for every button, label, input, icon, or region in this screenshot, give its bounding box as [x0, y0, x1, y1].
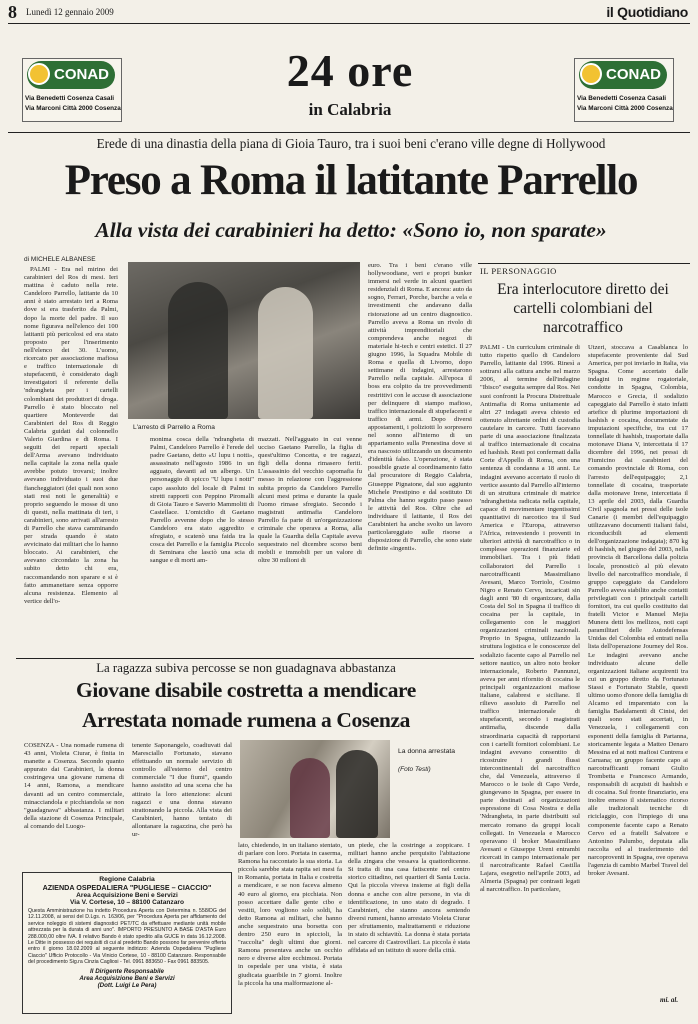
conad-logo: CONAD [27, 61, 115, 89]
second-headline-1: Giovane disabile costretta a mendicare [76, 678, 416, 702]
photo-caption-nomade: La donna arrestata [398, 748, 456, 755]
masthead: il Quotidiano [606, 4, 688, 20]
photo-caption: L'arresto di Parrello a Roma [133, 424, 215, 431]
conad-address-2: Via Marconi Città 2000 Cosenza [577, 105, 673, 112]
main-story-column-1: PALMI - Era nel mirino dei carabinieri del Ros di mesi. Ieri mattina è caduto nella rete. Candeloro Parrello, latitante da 10 anni è stato arrestato ieri a Roma dove si era trasferito da Palmi, dopo la morte del padre. Il suo nome figurava nell'elenco dei 100 latitanti più pericolosi ed era stato proposto per l'inserimento nell'elenco dei 30. L'uomo, ricercato per associazione mafiosa e traffico internazionale di stupefacenti, è considerato dagli investigatori il referente della 'ndrangheta per i cartelli colombiani dei produttori di droga. Parrello è stato bloccato nel quartiere Monteverde dai Carabinieri del Ros di Reggio Calabria guidati dal colonnello Valerio Giardina e di Roma. I seguiti dei reparti speciali dell'Arma avevano individuato nella capitale la zona nella quale avrebbe potuto trovarsi; inoltre avevano individuato i suoi due fiancheggiatori (dei quali non sono stati resi noti le generalità) e proprio seguendo le mosse di uno di questi, nella mattinata di ieri, i carabinieri, sono arrivati all'arresto di Parrello che stava camminando per strada quando è stato avvicinato dai militari che lo hanno bloccato. Ai carabinieri, che avevano circondato la zona ha subito detto chi era, raccomandando non sparare e si è fatto ammanettare senza opporre alcuna resistenza. Elemento al vertice dell'o- [24, 266, 118, 605]
main-subhead: Alla vista dei carabinieri ha detto: «Sono io, non sparate» [95, 218, 607, 242]
section-title: 24 ore [286, 45, 414, 96]
main-story-column-4: euro. Tra i beni c'erano ville hollywoodiane, veri e propri bunker immersi nel verde in alcuni quartieri residenziali di Roma. E ancora: auto da sogno, Ferrari, Porche, barche a vela e investimenti che andavano dalla ristorazione ad un centro diagnostico. Parrello aveva a Roma un rivolo di attività imprenditoriali che comprendeva anche negozi di materiale hi-tech e centri estetici. Il 27 giugno 1996, la Squadra Mobile di Roma e quella di Livorno, dopo settimane di indagini, arrestarono Parrello nella capitale. All'epoca il boss era colpito da tre provvedimenti restrittivi con le accuse di associazione per delinquere di stampo mafioso, traffico internazionale di stupefacenti e traffico di armi. Dopo diversi appostamenti, i poliziotti lo sorpresero nel sonno all'interno di un appartamento sulla Prenestina dove si era nascosto utilizzando un documento d'identità falso. L'operazione, è stata possibile grazie al coordinamento fatto dal procuratore di Reggio Calabria, Giuseppe Pignatone, dal suo aggiunto Michele Prestipino e dal sostituto Di Palma che hanno seguito passo passo le attività del Ros. Oltre che ad individuare il latitante, il Ros dei Carabinieri ha anche svolto un lavoro particolareggiato sulle risorse a disposizione di Parrello, che sono state definite «ingenti». [368, 262, 472, 553]
arrest-photo-nomade [240, 740, 390, 838]
conad-address-2: Via Marconi Città 2000 Cosenza [25, 105, 121, 112]
woman-figure [290, 758, 330, 838]
officer-figure [168, 282, 228, 419]
page-number: 8 [8, 2, 17, 22]
notice-signature-1: Il Dirigente Responsabile [90, 967, 164, 975]
side-rule-top [478, 263, 690, 264]
arrest-photo [128, 262, 360, 419]
notice-line-2: AZIENDA OSPEDALIERA "PUGLIESE – CIACCIO" [42, 883, 212, 892]
notice-signature-2: Area Acquisizione Beni e Servizi [79, 974, 175, 982]
conad-address-1: Via Benedetti Cosenza Casali [25, 95, 115, 102]
second-story-column-4: un piede, che la costringe a zoppicare. I militari hanno anche perquisito l'abitazione della zingara che vessava la quattordicenne. Si tratta di una casa fatiscente nel centro storico cittadino, nei quartieri di Santa Lucia. Qui la piccola viveva insieme ai figli della donna e anche con altre persone, in via di identificazione, in uno stato di degrado. I Carabinieri, che stanno ancora sentendo diversi rumeni, hanno arrestato Violeta Ciurar per sfruttamento, maltrattamenti e riduzione in stato di schiavitù. La donna è stata portata nel carcere di Castrovillari. La piccola è stata affidata ad un istituto di suore della città. [348, 842, 470, 955]
notice-signature-3: (Dott. Luigi Le Pera) [97, 981, 157, 989]
byline: di MICHELE ALBANESE [24, 256, 96, 263]
section-rule [8, 132, 690, 133]
hospital-notice [22, 872, 232, 1014]
second-story-column-3: lato, chiedendo, in un italiano stentato, di parlare con loro. Portata in caserma, Ramona ha raccontato la sua storia. La piccola sarebbe stata rapita sei mesi fa in Romania, portata in Italia e costretta a mendicare, e se non faceva almeno 40 euro al giorno, era picchiata. Non posso accettare dalle gente cibo e vestiti, loro vogliono solo soldi, ha detto Ramona ai militari, che hanno anche sequestrato una borsetta con dentro 250 euro in spiccioli, la "raccolta" degli ultimi due giorni. Ramona presentava anche un occhio nero e diverse altre ecchimosi. Portata in ospedale per una visita, è stata giudicata guaribile in 7 giorni. Inoltre la piccola ha una malformazione al- [238, 842, 342, 987]
photo-credit-nomade: (Foto Testi) [398, 766, 431, 773]
main-kicker: Erede di una dinastia della piana di Gioia Tauro, tra i suoi beni c'erano ville degne di Hollywood [96, 136, 606, 151]
notice-line-3: Area Acquisizione Beni e Servizi [76, 892, 178, 899]
section-subtitle: in Calabria [308, 100, 392, 119]
second-story-column-1: COSENZA - Una nomade rumena di 43 anni, Violeta Ciurar, è finita in manette a Cosenza. Secondo quanto appurato dai Carabinieri, la donna costringeva una giovane rumena di 14 anni, Ramona, a mendicare davanti ad un centro commerciale, minacciandola e picchiandola se non "guadagnava" abbastanza. I militari della stazione di Cosenza Principale, al comando del Luogo- [24, 742, 124, 830]
conad-logo: CONAD [579, 61, 667, 89]
second-story-column-2: tenente Saponangelo, coadiuvati dal Maresciallo Fortunato, stavano effettuando un normale servizio di controllo all'esterno del centro commerciale "I due fiumi", quando hanno assistito ad una scena che ha attirato la loro attenzione: alcuni ragazzi e una donna stavano strattonando la piccola. Alla vista dei Carabinieri, hanno tentato di allontanare la ragazzina, che però ha ur- [132, 742, 232, 839]
side-rubric: IL PERSONAGGIO [480, 266, 557, 276]
side-story-column-2: Utzeri, stoccava a Casablanca lo stupefacente proveniente dal Sud America, per poi inviarlo in Italia, via Spagna. Come accertato dalle indagini in regime rogatoriale, condotte in Spagna, Colombia, Marocco e Grecia, il sodalizio capeggiato dal Parrello è stato infatti artefice di plurime importazioni di hashish e cocaina, documentate da imputazioni specifiche, tra cui 17 tonnellate di hashish, trasportate dalla motonave Diana V, intercettata il 17 dicembre del 1996, nei pressi di Fiumicino dai carabinieri del comando provinciale di Roma, con l'arresto dell'equipaggio; 2,1 tonnellate di cocaina, trasportate dalla motonave Irene, intercettata il 13 aprile del 2003, dalla Guardia Civil spagnola nei pressi delle isole Canarie (i membri dell'equipaggio utilizzavano documenti italiani falsi, riconducibili ad elementi dell'organizzazione indagata); 870 kg di hashish, nel giugno del 2003, nella provincia di Barcellona dalla polizia locale, pronosticò al più elevato livello del narcotraffico mondiale, il gruppo capeggiato da Candeloro Parrello aveva stabilito anche contatti privilegiati con i principali cartelli fornitori, tra cui quello costituito dai fratelli Victor e Manuel Mejia Munera detti los mellizos, noti capi paramilitari delle Autodefensas Unidas del Colombia ed entrati nella lista dell'operazione Journey del Ros. Le indagini avevano anche individuato alcune delle organizzazioni italiane acquirenti tra cui un gruppo diretto da Fortunato Stassi e Fortunato Stabile, questi ultimo uomo d'onore della famiglia di Alcamo ed imparentato con la famiglia Badalamenti di Cinisi, dei quali sono stati accertati, in Venezuela, i collegamenti con esponenti della famiglia di Partanna, storicamente legata a Matteo Denaro Messina ed ai noti mafiosi Cuntrera e Caruana; un gruppo facente capo ai narcotrafficanti romani Giulio Trombetta e Francesco Armando, responsabili di acquisti di hashish e di cocaina. Sul fronte finanziario, era inoltre emerso il sistematico ricorso alle tradizionali tecniche di riciclaggio, con l'impiego di una componente facente capo a Renato Cervo ed a fratelli Salvatore e Antonino Palumbo, deputata alla raccolta ed al trasferimento del narcoproventi in Spagna, ove operava l'agenzia di cambio Marbel Travel del broker Avesani. [588, 344, 688, 878]
second-story-rule [16, 658, 474, 659]
conad-ad-left [22, 58, 122, 122]
conad-ad-right [574, 58, 674, 122]
side-signature: mi. al. [660, 996, 679, 1004]
side-story-column-1: PALMI - Un curriculum criminale di tutto rispetto quello di Candeloro Parrello, latitante dal 1996. Rinesì a sottrarsi alla cattura anche nel marzo 2006, al termine dell'indagine "Ibisco" eseguita sempre dal Ros. Nei suoi confronti la Procura Distrettuale Antimafia di Roma unitamente ad altri 27 indagati aveva chiesto ed ottenuto altrettante ordini di custodia cautelare in carcere. Tutti facevano parte di una associazione finalizzata al traffico internazionale di cocaina ed hashish. Resti poi confermati dalla Corte d'Appello di Roma, con una sentenza di condanna a 18 anni. Le indagini avevano accertato il ruolo di vertice assunto dal Parrello all'interno di un struttura criminale di matrice 'ndranghetista radicata nella capitale, capace di movimentare ingentissimi quantitativi di narcotico tra il Sud America e l'Europa, attraverso l'Africa, reinvestendo i proventi in ulteriori attività di narcotraffico o in complesse operazioni finanziarie ed immobiliari. Tra i più fidati collaboratori del Parrello i narcotrafficanti Massimiliano Avesani, Marco Torriolo, Cosimo Nigro e Renato Cervo, incaricati sin dagli anni '80 di organizzare, dalla Costa del Sol in Spagna il traffico di cocaina per la capitale, in collegamento con le maggiori organizzazioni criminali nazionali. Proprio in Spagna, utilizzando la struttura logistica e le conoscenze del sodalizio facente capo al Parrello nel settore nautico, un altro noto broker internazionale, Roberto Pannunzi, aveva per anni rifornito di cocaina le principali organizzazioni mafiose italiane, calabresi e siciliane. Il rilievo assoluto di Parrello nel traffico internazionale di stupefacenti, secondo i magistrati antimafia, discende dalla straordinaria capacità di rapportarsi con i cartelli fornitori colombiani. Le indagini avevano consentito di ricostruire i grandi flussi intercontinentali del narcotraffico che, dal Venezuela, attraverso il Marocco o le isole di Capo Verde, giungevano in Spagna, per essere in parte destinati ad organizzazioni espressione di Cosa Nostra e della 'Ndrangheta, in parte distribuiti sul mercato romano da gruppi locali collegati. In Venezuela e Marocco operavano il broker Massimiliano Avesani e Giuseppe Ureni entrambi ricercati in campo internazionale per il narcotraficante Rafael Castilla Lajara, esegretio nell'aprile 2003, ad Almeria (Spagna) per contrasti legati al narcotraffico. In particolare, [480, 344, 580, 894]
page-date: Lunedì 12 gennaio 2009 [26, 7, 114, 17]
header-rule [8, 23, 690, 24]
main-story-column-3: mazzati. Nell'agguato in cui venne ucciso Gaetano Parrello, la figlia di quest'ultimo Concetta, e tre ragazzi, figli della donna rimasero feriti. L'assassinio del vecchio capomafia fu messo in relazione con l'aggressione subita proprio da Candeloro Parrello alcuni mesi prima e durante la quale l'uomo rimase sfregiato. Secondo i magistrati antimafia Candeloro Parrello fa parte di un'organizzazione criminale che operava a Roma, alla quale la Guardia della Capitale aveva sequestrato nel dicembre scorso beni mobili e immobili per un valore di oltre 30 milioni di [258, 436, 362, 565]
second-headline-2: Arrestata nomade rumena a Cosenza [82, 708, 410, 732]
main-story-column-2: monima cosca della 'ndrangheta di Palmi, Candeloro Parrello è l'erede del padre Gaetano, detto «U lupu i notti», assassinato nell'agosto 1986 in un agguato, davanti ad un albergo. Un personaggio di spicco "U lupu i notti" capo assoluto del locale di Palmi in stretti rapporti con Peppino Piromalli di Gioia Tauro e Saverio Mammoliti di Castellace. L'omicidio di Gaetano Parrello avvenne dopo che lo stesso Candeloro era stato aggredito e sfregiato, e scatenò una faida tra la cosca dei Parrello e la famiglia Piccolo di Seminara che lasciò una scia di sangue e di morti am- [150, 436, 254, 565]
side-headline: Era interlocutore diretto dei cartelli colombiani del narcotraffico [497, 281, 669, 336]
suspect-figure [258, 287, 313, 419]
conad-flower-icon [28, 63, 50, 85]
main-headline: Preso a Roma il latitante Parrello [64, 157, 638, 204]
notice-line-4: Via V. Cortese, 10 – 88100 Catanzaro [70, 899, 184, 906]
officer-figure [336, 750, 378, 838]
conad-address-1: Via Benedetti Cosenza Casali [577, 95, 667, 102]
conad-flower-icon [580, 63, 602, 85]
second-kicker: La ragazza subiva percosse se non guadagnava abbastanza [96, 661, 396, 675]
notice-body: Questa Amministrazione ha indetto Procedura Aperta con Determina n. 558/DG del 12.11.2008, ai sensi del D.Lgs. n. 163/06, per "Procedura Aperta per affidamento del service noleggio di sistemi diagnostici PET/TC da effettuare mediante unità mobile attrezzata per la durata di anni uno". IMPORTO PRESUNTO A BASE D'ASTA Euro 288.000,00 oltre IVA. Il relativo Bando è stato spedito alla GUCE in data 16.12.2008. Le Ditte in possesso dei requisiti di cui al predetto Bando possono far pervenire offerta entro il giorno 18.02.2009 al seguente indirizzo: Azienda Ospedaliera "Pugliese Ciaccio" Ufficio Protocollo - Via Vinicio Cortese, 10 - 88100 Catanzaro. Responsabile del procedimento Sig.ra Cinzia Cagliosi - Tel. 0961 883650 - Fax 0961 883505. [28, 908, 227, 966]
notice-line-1: Regione Calabria [99, 876, 155, 883]
